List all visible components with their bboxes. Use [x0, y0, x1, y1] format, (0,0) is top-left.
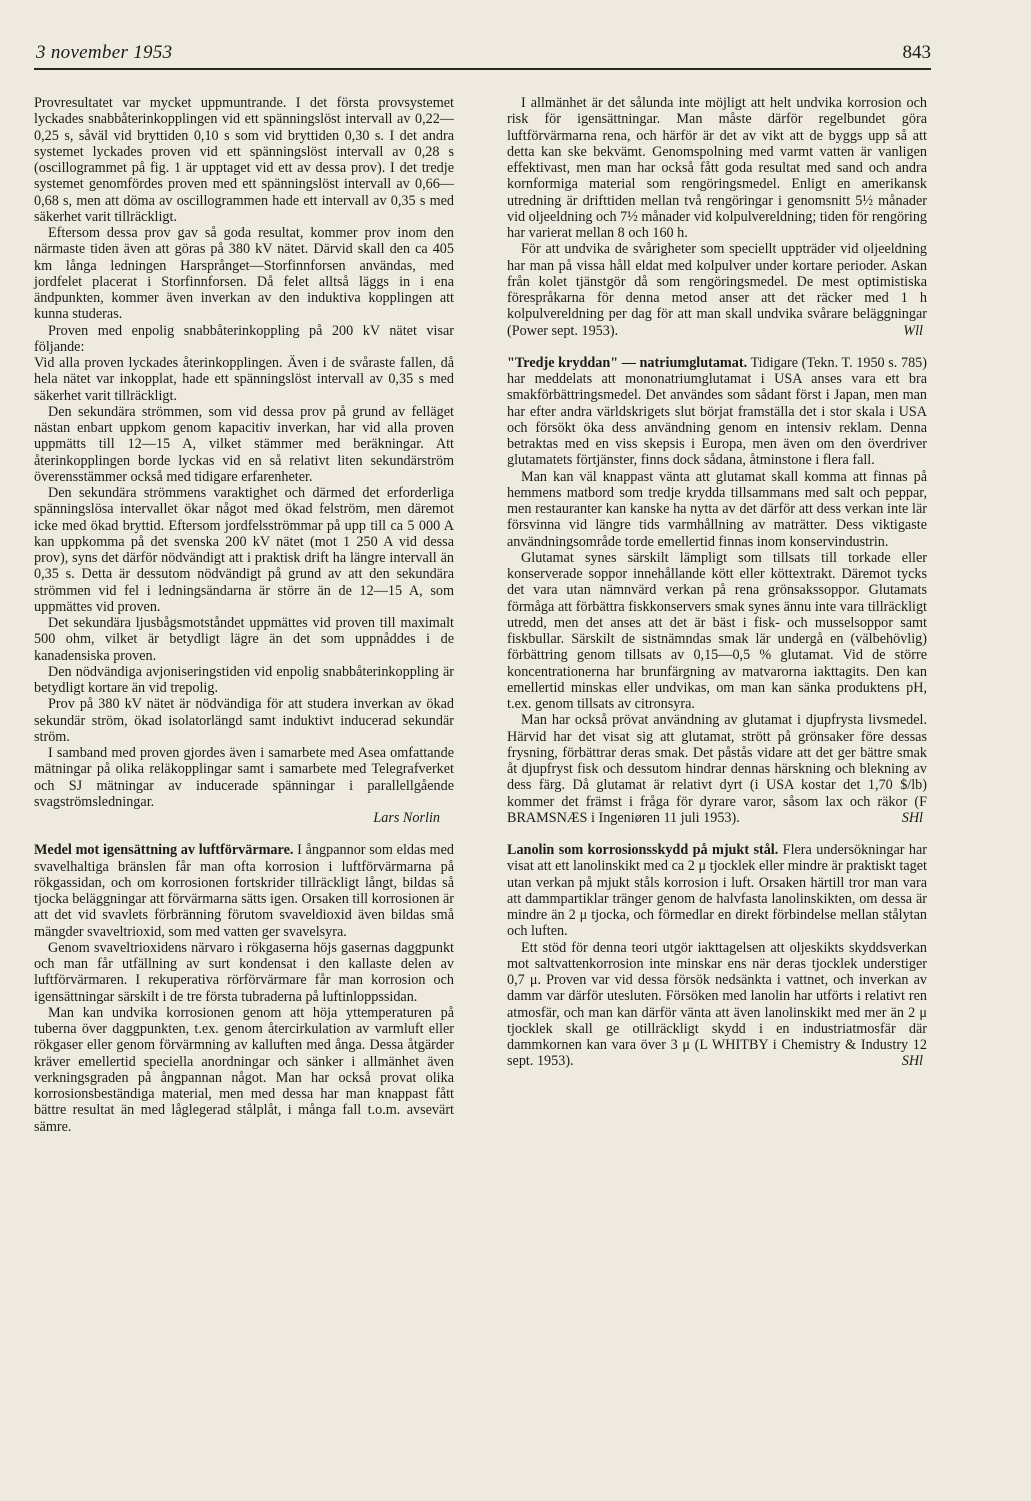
paragraph-text: Ett stöd för denna teori utgör iakttagelsen att oljeskikts skyddsverkan mot saltvattenkorrosion inte minskar ens när deras tjocklek understiger 0,7 μ. Proven var vid dessa försök nedsänkta i vattnet, och inverkan av damm var därför utesluten. Försöken med lanolin har utförts i relativt ren atmosfär, och man kan därför vänta att även lanolinskikt med mer än 2 μ tjocklek skall ge otillräckligt skydd i en industriatmosfär där dammkornen kan vara över 3 μ (L WHITBY i Chemistry & Industry 12 sept. 1953). — [507, 939, 927, 1070]
author-signature: Lars Norlin — [373, 810, 440, 826]
article-heading: "Tredje kryddan" — natriumglutamat. — [507, 354, 748, 371]
paragraph — [507, 241, 927, 339]
right-column — [507, 95, 927, 1070]
article-paragraph — [507, 842, 927, 940]
article-lead: I ångpannor som eldas med svavelhaltiga bränslen får man ofta korrosion i luftförvärmarna på rökgassidan, och om korrosionen fortskrider tillräckligt långt, bildas så tjocka beläggningar att förvärmarna sätts igen. Orsaken till korrosionen är att det vid svavlets förbränning förutom svaveldioxid även bildas små mängder svaveltrioxid, som med vatten ger svavelsyra. — [34, 842, 454, 940]
paragraph-text: Man har också prövat användning av glutamat i djupfrysta livsmedel. Härvid har det visat sig att glutamat, strött på grönsaker före dessas frysning, förbättrar deras smak. Det påstås vidare att det ger bättre smak åt djupfryst fisk och dessutom hindrar dennas härskning och blekning av dess färg. Då glutamat är relativt dyrt (i USA kostar det 1,70 $/lb) kommer det främst i fråga för dyrare varor, såsom lax och räkor (F BRAMSNÆS i Ingeniøren 11 juli 1953). — [507, 712, 927, 826]
author-signature: SHl — [901, 809, 923, 826]
paragraph: Den nödvändiga avjoniseringstiden vid enpolig snabbåterinkoppling är betydligt kortare än vid trepolig. — [34, 663, 454, 696]
author-signature: Wll — [903, 322, 923, 339]
article-heading: Medel mot igensättning av luftförvärmare. — [34, 842, 294, 859]
paragraph: Genom svaveltrioxidens närvaro i rökgaserna höjs gasernas daggpunkt och man får utfällning av surt kondensat i den kallaste delen av luftförvärmaren. I rekuperativa rörförvärmare får man korrosion och igensättningar särskilt i de tre första tubraderna på luftinloppssidan. — [34, 939, 454, 1005]
header-rule — [34, 68, 931, 70]
left-column — [34, 95, 454, 1135]
paragraph-text: För att undvika de svårigheter som speciellt uppträder vid oljeeldning har man på vissa håll eldat med kolpulver under kortare perioder. Askan från kolet tjänstgör då som rengöringsmedel. De mest optimistiska förespråkarna för denna metod anser att det räcker med 1 h kolpulvereldning per dag för att man skall undvika svårare beläggningar (Power sept. 1953). — [507, 241, 927, 339]
paragraph: Man kan väl knappast vänta att glutamat skall komma att finnas på hemmens matbord som tredje krydda tillsammans med salt och peppar, men restauranter kan kanske ha nytta av det därför att dess verkan inte lär försvinna vid längre tids varmhållning av maträtter. Dess viktigaste användningsområde torde emellertid finnas inom konservindustrin. — [507, 468, 927, 550]
article-lead: Flera undersökningar har visat att ett lanolinskikt med ca 2 μ tjocklek eller mindre är praktiskt taget utan verkan på mjukt ståls korrosion i luft. Orsaken härtill tror man vara att dammpartiklar tränger genom de halvfasta lanolinskikten, om dessa är mindre än 2 μ tjocka, och förmedlar en direkt förbindelse mellan stålytan och luften. — [507, 842, 927, 940]
paragraph — [507, 940, 927, 1070]
article-paragraph — [507, 355, 927, 469]
paragraph: Eftersom dessa prov gav så goda resultat, kommer prov inom den närmaste tiden även att göras på 380 kV nätet. Därvid skall den ca 405 km långa ledningen Harsprånget—Storfinnforsen användas, med jordfelet placerat i Storfinnforsen. Då felet alltså läggs in i ena ändpunkten, kommer även inverkan av den induktiva kopplingen att kunna studeras. — [34, 225, 454, 323]
paragraph: I allmänhet är det sålunda inte möjligt att helt undvika korrosion och risk för igensättningar. Man måste därför regelbundet göra luftförvärmarna rena, och härför är det av vikt att de byggs upp så att detta kan ske bekvämt. Genomspolning med varmt vatten är vanligen effektivast, men man har också fått goda resultat med sand och andra kornformiga material som rengöringsmedel. Enligt en amerikansk utredning är drifttiden mellan två rengöringar i genomsnitt 5½ månader vid oljeeldning och 7½ månader vid kolpulvereldning; tiden för rengöring har varierat mellan 8 och 160 h. — [507, 95, 928, 241]
paragraph: Glutamat synes särskilt lämpligt som tillsats till torkade eller konserverade soppor innehållande kött eller köttextrakt. Däremot tycks det vara utan nämnvärd verkan på rena grönsakssoppor. Glutamats förmåga att förbättra fiskkonservers smak synes ännu inte vara tillräckligt utredd, men det anses att det är bäst i fisk- och musselsoppor samt fiskbullar. Särskilt de sistnämndas smak lär undergå en (välbehövlig) förbättring genom tillsats av 0,15—0,5 % glutamat. Vid de större koncentrationerna har brunfärgning av matvarorna iakttagits. Den kan emellertid minskas eller undvikas, om man kan sänka produktens pH, t.ex. genom tillsats av citronsyra. — [507, 549, 927, 712]
page-header — [36, 36, 931, 66]
paragraph: Man kan undvika korrosionen genom att höja yttemperaturen på tuberna över daggpunkten, t.ex. genom återcirkulation av varmluft eller rökgaser eller genom förvärmning av kalluften med ånga. Dessa åtgärder kräver emellertid speciella anordningar och sänker i allmänhet även verkningsgraden på ångpannan något. Man har också provat olika korrosionsbeständiga material, men med dessa har man knappast fått bättre resultat än med låglegerad stålplåt, i många fall t.o.m. avsevärt sämre. — [34, 1004, 454, 1135]
page-number: 843 — [902, 42, 931, 63]
paragraph: Den sekundära strömmen, som vid dessa prov på grund av felläget nästan enbart uppkom genom kapacitiv inverkan, har vid alla proven uppmätts till 12—15 A, vilket stämmer med beräkningar. Att återinkopplingen borde lyckas vid en så relativt liten sekundärström överensstämmer också med tidigare erfarenheter. — [34, 403, 454, 485]
paragraph: Vid alla proven lyckades återinkopplingen. Även i de svåraste fallen, då hela nätet var inkopplat, hade ett spänningslöst intervall av 0,35 s med säkerhet varit tillräckligt. — [34, 355, 454, 404]
paragraph: Den sekundära strömmens varaktighet och därmed det erforderliga spänningslösa intervallet ökar något med ökad felström, men däremot icke med ökad bryttid. Eftersom jordfelsströmmar på upp till ca 5 000 A kan uppkomma på det svenska 200 kV nätet (mot 1 250 A vid dessa prov), syns det därför nödvändigt att i praktisk drift ha längre intervall än 0,35 s. Detta är dessutom nödvändigt på grund av att den sekundära strömmen vid fel i ledningsändarna är större än de 12—15 A, som uppmättes vid proven. — [34, 485, 454, 615]
article-paragraph — [34, 842, 454, 940]
paragraph: Proven med enpolig snabbåterinkoppling på 200 kV nätet visar följande: — [34, 322, 454, 355]
paragraph — [507, 712, 927, 826]
paragraph: Provresultatet var mycket uppmuntrande. I det första provsystemet lyckades snabbåterinkopplingen vid ett spänningslöst intervall av 0,22—0,25 s, såväl vid bryttiden 0,10 s som vid bryttiden 0,30 s. I det andra systemet lyckades proven vid ett spänningslöst intervall av 0,28 s (oscillogrammet på fig. 1 är upptaget vid ett av dessa prov). I det tredje systemet genomfördes proven med ett spänningslöst intervall av 0,66—0,68 s, men att döma av oscillogrammen hade ett intervall av 0,35 s med säkerhet varit tillräckligt. — [34, 95, 454, 225]
issue-date: 3 november 1953 — [36, 42, 173, 63]
article-lead: Tidigare (Tekn. T. 1950 s. 785) har meddelats att mononatriumglutamat i USA anses vara ett bra smakförbättringsmedel. Det användes som sådant först i Japan, men man har efter andra världskrigets slut börjat framställa det i stor skala i USA och försökt öka dess användning genom en intensiv reklam. Denna betraktas med en viss skepsis i Europa, men även om den överdriver glutamatets förtjänster, finns dock sådana, åtminstone i flera fall. — [507, 354, 927, 469]
paragraph: Det sekundära ljusbågsmotståndet uppmättes vid proven till maximalt 500 ohm, vilket är betydligt lägre än det som uppnåddes i de kanadensiska proven. — [34, 615, 454, 664]
paragraph: I samband med proven gjordes även i samarbete med Asea omfattande mätningar på olika reläkopplingar samt i samarbete med Telegrafverket och SJ mätningar av inducerade spänningar i parallellgående svagströmsledningar. — [34, 745, 454, 810]
paragraph: Prov på 380 kV nätet är nödvändiga för att studera inverkan av ökad sekundär ström, ökad isolatorlängd samt induktivt inducerad sekundär ström. — [34, 696, 454, 745]
article-heading: Lanolin som korrosionsskydd på mjukt stål. — [507, 842, 779, 858]
author-signature: SHl — [901, 1053, 923, 1070]
